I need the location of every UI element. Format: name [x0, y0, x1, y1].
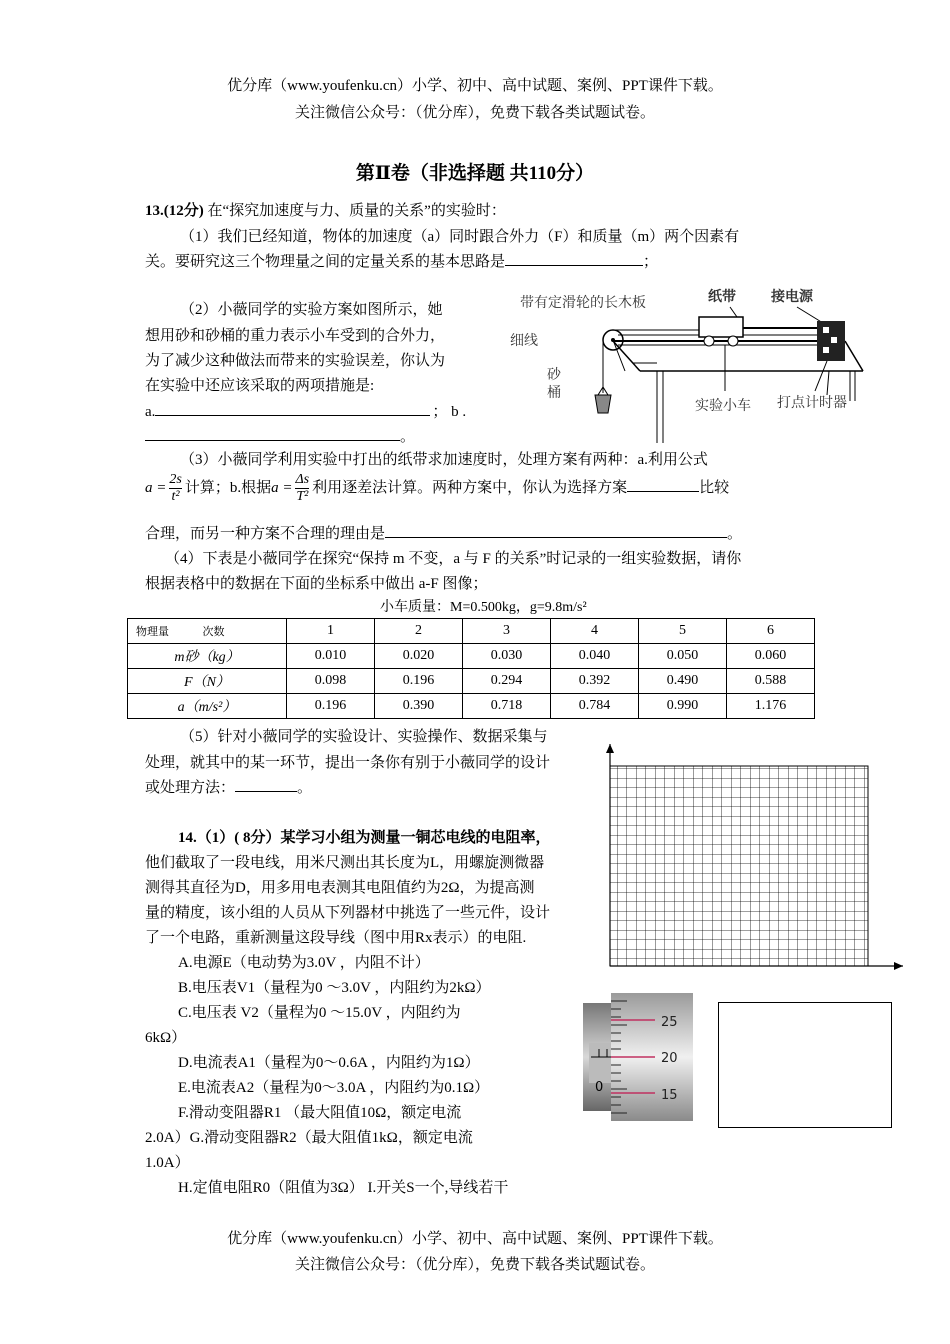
- q13-p2-b: ； b .: [432, 404, 467, 420]
- q13-p5-line1: （5）针对小薇同学的实验设计、实验操作、数据采集与: [180, 729, 548, 745]
- answer-blank-5[interactable]: [235, 777, 297, 792]
- q13-p2-line5: [145, 400, 466, 421]
- table-cell: 0.098: [287, 669, 375, 694]
- circuit-answer-box[interactable]: [718, 1002, 892, 1128]
- q13-p1-line1: （1）我们已经知道，物体的加速度（a）同时跟合外力（F）和质量（m）两个因素有: [180, 229, 740, 245]
- label-cart: 实验小车: [695, 398, 751, 414]
- table-cell: 0.294: [463, 669, 551, 694]
- q13-intro: 在“探究加速度与力、质量的关系”的实验时：: [207, 203, 506, 219]
- label-bucket-2: 桶: [547, 385, 561, 401]
- equipment-item: H.定值电阻R0（阻值为3Ω） I.开关S一个,导线若干: [178, 1180, 509, 1196]
- q13-p4-line1: （4）下表是小薇同学在探究“保持 m 不变，a 与 F 的关系”时记录的一组实验数据，请你: [165, 551, 742, 567]
- equipment-item: B.电压表V1（量程为0 ～3.0V ，内阻约为2kΩ）: [178, 980, 491, 996]
- equipment-item: C.电压表 V2（量程为0 ～15.0V ，内阻约为: [178, 1005, 461, 1021]
- formula-1-frac: [169, 472, 181, 505]
- table-cell: 0.050: [639, 644, 727, 669]
- q13-p5-end: 。: [297, 780, 313, 796]
- label-timer: 打点计时器: [777, 395, 847, 411]
- q13-p1-text: 关。要研究这三个物理量之间的定量关系的基本思路是: [145, 254, 506, 270]
- equipment-item: 1.0A）: [145, 1155, 190, 1171]
- q13-p1-end: ；: [643, 254, 659, 270]
- label-string: 细线: [510, 333, 538, 349]
- table-caption: 小车质量：M=0.500kg，g=9.8m/s²: [380, 600, 587, 615]
- table-row-label: F（N）: [128, 669, 287, 694]
- answer-blank-2a[interactable]: [155, 401, 430, 416]
- table-corner-a: 物理量: [136, 625, 169, 638]
- q13-p2-line2: 想用砂和砂桶的重力表示小车受到的合外力，: [145, 328, 446, 344]
- table-cell: 0.784: [551, 694, 639, 719]
- table-cell: 0.010: [287, 644, 375, 669]
- table-row: [128, 669, 815, 694]
- table-col-header: 1: [287, 619, 375, 644]
- table-header-row: [128, 619, 815, 644]
- equipment-item: D.电流表A1（量程为0～0.6A ，内阻约为1Ω）: [178, 1055, 480, 1071]
- footer-line-2: 关注微信公众号：（优分库），免费下载各类试题试卷。: [294, 1257, 655, 1273]
- label-bucket-1: 砂: [547, 367, 561, 383]
- formula-2-den: T²: [296, 489, 309, 504]
- table-cell: 0.490: [639, 669, 727, 694]
- q13-p3-line2: [145, 472, 729, 505]
- q13-heading: [145, 199, 506, 220]
- q13-number: 13.(12分): [145, 203, 204, 219]
- table-col-header: 2: [375, 619, 463, 644]
- micrometer-mark-20: 20: [661, 1051, 678, 1066]
- grid-area: [610, 766, 868, 966]
- label-power: 接电源: [771, 289, 813, 305]
- table-cell: 1.176: [727, 694, 815, 719]
- answer-blank-2b[interactable]: [145, 426, 400, 441]
- q14-line4: 量的精度，该小组的人员从下列器材中挑选了一些元件，设计: [145, 905, 551, 921]
- formula-1-num: 2s: [169, 472, 182, 487]
- apparatus-diagram: [505, 283, 865, 445]
- table-cell: 0.060: [727, 644, 815, 669]
- equipment-item: E.电流表A2（量程为0～3.0A ，内阻约为0.1Ω）: [178, 1080, 490, 1096]
- answer-blank-1[interactable]: [505, 251, 643, 266]
- q13-p2-end: 。: [400, 429, 416, 445]
- formula-2-num: Δs: [295, 472, 310, 487]
- table-cell: 0.588: [727, 669, 815, 694]
- q13-p3-end1: 比较: [699, 479, 730, 496]
- answer-blank-3b[interactable]: [385, 523, 727, 538]
- equipment-item: A.电源E（电动势为3.0V ，内阻不计）: [178, 955, 430, 971]
- table-cell: 0.040: [551, 644, 639, 669]
- q13-p3-text3: 合理，而另一种方案不合理的理由是: [145, 526, 386, 542]
- equipment-item: 6kΩ）: [145, 1030, 187, 1046]
- q14-line3: 测得其直径为D，用多用电表测其电阻值约为2Ω，为提高测: [145, 880, 535, 896]
- q13-p3-end2: 。: [727, 526, 743, 542]
- graph-paper[interactable]: [598, 740, 908, 975]
- table-cell: 0.030: [463, 644, 551, 669]
- q13-p5-text: 或处理方法：: [145, 780, 236, 796]
- table-cell: 0.392: [551, 669, 639, 694]
- q13-p2-line6: [145, 425, 415, 446]
- answer-blank-3a[interactable]: [627, 477, 699, 492]
- header-line-1: 优分库（www.youfenku.cn）小学、初中、高中试题、案例、PPT课件下载。: [227, 78, 723, 94]
- q13-p2-line3: 为了减少这种做法而带来的实验误差，你认为: [145, 353, 446, 369]
- table-col-header: 4: [551, 619, 639, 644]
- table-col-header: 5: [639, 619, 727, 644]
- table-cell: 0.196: [287, 694, 375, 719]
- formula-1-lhs: a =: [145, 479, 167, 496]
- q13-p2-line4: 在实验中还应该采取的两项措施是:: [145, 378, 375, 394]
- micrometer-mark-15: 15: [661, 1088, 678, 1103]
- label-tape: 纸带: [708, 289, 736, 305]
- table-col-header: 3: [463, 619, 551, 644]
- q13-p2-a: a.: [145, 404, 156, 420]
- data-table: [127, 618, 815, 719]
- q13-p3-line1: （3）小薇同学利用实验中打出的纸带求加速度时，处理方案有两种：a.利用公式: [180, 452, 708, 468]
- q13-p2-line1: （2）小薇同学的实验方案如图所示，她: [180, 302, 443, 318]
- table-cell: 0.990: [639, 694, 727, 719]
- q14-line2: 他们截取了一段电线，用米尺测出其长度为L，用螺旋测微器: [145, 855, 545, 871]
- table-row: [128, 694, 815, 719]
- q13-p3-mid1: 计算；b.根据: [184, 479, 272, 496]
- q14-line1: [178, 826, 551, 847]
- table-corner-b: 次数: [202, 625, 225, 638]
- q14-heading: 14.（1）( 8分）某学习小组为测量一铜芯电线的电阻率，: [178, 830, 551, 846]
- header-line-2: 关注微信公众号：（优分库），免费下载各类试题试卷。: [294, 105, 655, 121]
- q13-p4-line2: 根据表格中的数据在下面的坐标系中做出 a-F 图像；: [145, 576, 488, 592]
- micrometer-zero: 0: [595, 1080, 604, 1095]
- table-row-label: m砂（kg）: [128, 644, 287, 669]
- footer-line-1: 优分库（www.youfenku.cn）小学、初中、高中试题、案例、PPT课件下载。: [227, 1231, 723, 1247]
- table-row-label: a（m/s²）: [128, 694, 287, 719]
- q13-p5-line2: 处理，就其中的某一环节，提出一条你有别于小薇同学的设计: [145, 755, 551, 771]
- q13-p1-line2: [145, 250, 658, 271]
- table-row: [128, 644, 815, 669]
- q13-p3-mid2: 利用逐差法计算。两种方案中，你认为选择方案: [312, 479, 628, 496]
- equipment-item: F.滑动变阻器R1 （最大阻值10Ω，额定电流: [178, 1105, 462, 1121]
- label-board: 带有定滑轮的长木板: [520, 295, 646, 311]
- table-cell: 0.718: [463, 694, 551, 719]
- x-axis-arrow-icon: [894, 962, 903, 970]
- table-cell: 0.390: [375, 694, 463, 719]
- table-cell: 0.020: [375, 644, 463, 669]
- part-title: 第Ⅱ卷（非选择题 共110分）: [355, 163, 595, 184]
- equipment-item: 2.0A）G.滑动变阻器R2（最大阻值1kΩ，额定电流: [145, 1130, 473, 1146]
- formula-2-lhs: a =: [271, 479, 293, 496]
- table-cell: 0.196: [375, 669, 463, 694]
- q13-p3-line3: [145, 522, 742, 543]
- table-corner-cell: [128, 619, 287, 644]
- formula-2-frac: [295, 472, 309, 505]
- q13-p5-line3: [145, 776, 312, 797]
- micrometer-image: [583, 993, 695, 1121]
- micrometer-mark-25: 25: [661, 1015, 678, 1030]
- y-axis-arrow-icon: [606, 744, 614, 753]
- formula-1-den: t²: [171, 489, 180, 504]
- q14-line5: 了一个电路，重新测量这段导线（图中用Rx表示）的电阻.: [145, 930, 527, 946]
- table-col-header: 6: [727, 619, 815, 644]
